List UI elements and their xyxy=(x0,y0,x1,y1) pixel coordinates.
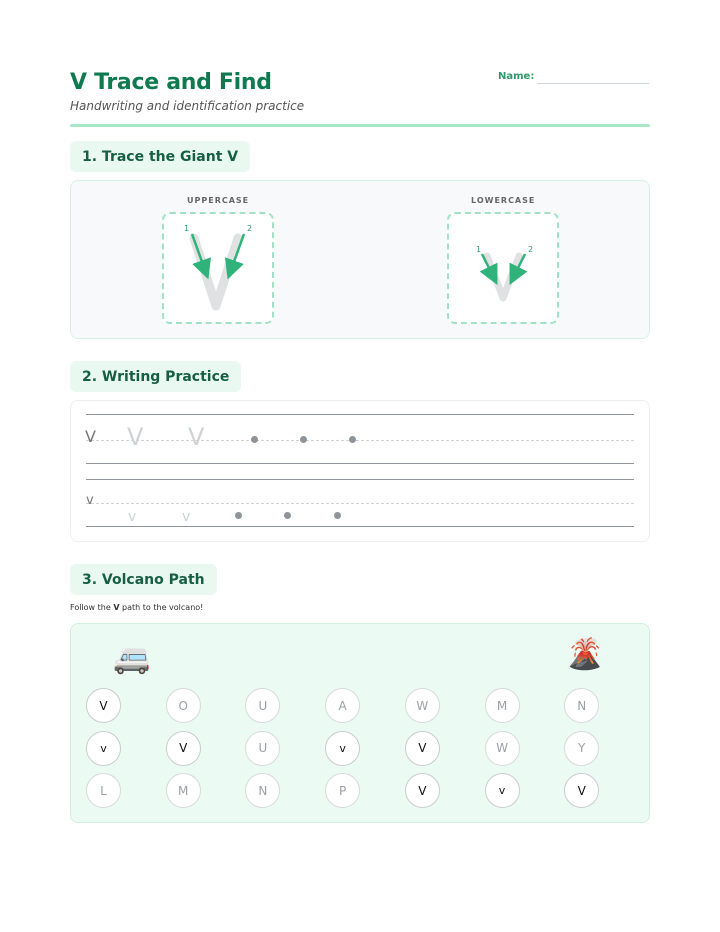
instruction-target-letter: V xyxy=(113,603,120,612)
maze-cell[interactable]: U xyxy=(245,688,280,723)
maze-cell[interactable]: N xyxy=(245,773,280,808)
trace-letter-upper: V xyxy=(188,423,205,451)
start-dot xyxy=(284,512,291,519)
volcano-goal-icon: 🌋 xyxy=(566,637,604,672)
maze-cell[interactable]: N xyxy=(564,688,599,723)
maze-cell[interactable]: W xyxy=(405,688,440,723)
volcano-maze-panel xyxy=(70,623,650,823)
stroke-number-1: 1 xyxy=(476,245,482,254)
maze-cell[interactable]: O xyxy=(166,688,201,723)
writing-mid-line xyxy=(86,440,634,441)
name-label: Name: xyxy=(498,71,535,82)
start-dot xyxy=(300,436,307,443)
writing-panel[interactable] xyxy=(70,400,650,542)
lowercase-label: LOWERCASE xyxy=(471,196,536,205)
writing-top-line xyxy=(86,479,634,480)
maze-cell[interactable]: V xyxy=(166,731,201,766)
stroke-number-1: 1 xyxy=(184,224,190,233)
maze-cell[interactable]: U xyxy=(245,731,280,766)
model-letter-upper: V xyxy=(85,427,96,446)
uppercase-trace-guide xyxy=(164,214,272,322)
maze-cell[interactable]: v xyxy=(485,773,520,808)
worksheet-title: V Trace and Find xyxy=(70,70,272,95)
maze-cell[interactable]: Y xyxy=(564,731,599,766)
writing-mid-line xyxy=(86,503,634,504)
maze-cell[interactable]: V xyxy=(405,773,440,808)
maze-cell[interactable]: L xyxy=(86,773,121,808)
lowercase-ghost-letter xyxy=(487,256,519,298)
name-field-line[interactable] xyxy=(537,83,649,84)
van-start-icon: 🚐 xyxy=(113,641,151,676)
section-writing-title: 2. Writing Practice xyxy=(70,361,241,392)
maze-cell[interactable]: P xyxy=(325,773,360,808)
trace-panel xyxy=(70,180,650,339)
trace-letter-lower: v xyxy=(128,509,137,525)
writing-base-line xyxy=(86,463,634,464)
header-divider xyxy=(70,124,650,127)
maze-cell[interactable]: V xyxy=(405,731,440,766)
lowercase-trace-box[interactable] xyxy=(447,212,559,324)
worksheet-subtitle: Handwriting and identification practice xyxy=(70,99,305,113)
section-trace-title: 1. Trace the Giant V xyxy=(70,141,250,172)
maze-cell[interactable]: v xyxy=(86,731,121,766)
uppercase-ghost-letter xyxy=(194,238,238,306)
start-dot xyxy=(334,512,341,519)
uppercase-trace-box[interactable] xyxy=(162,212,274,324)
writing-top-line xyxy=(86,414,634,415)
maze-cell[interactable]: M xyxy=(485,688,520,723)
maze-cell[interactable]: V xyxy=(564,773,599,808)
maze-cell[interactable]: V xyxy=(86,688,121,723)
start-dot xyxy=(349,436,356,443)
trace-letter-upper: V xyxy=(127,423,144,451)
writing-base-line xyxy=(86,526,634,527)
maze-cell[interactable]: W xyxy=(485,731,520,766)
uppercase-label: UPPERCASE xyxy=(187,196,250,205)
stroke-number-2: 2 xyxy=(247,224,253,233)
lowercase-trace-guide xyxy=(449,214,557,322)
model-letter-lower: v xyxy=(86,493,94,508)
section-volcano-title: 3. Volcano Path xyxy=(70,564,217,595)
start-dot xyxy=(235,512,242,519)
start-dot xyxy=(251,436,258,443)
stroke-number-2: 2 xyxy=(528,245,534,254)
volcano-instruction: Follow the V path to the volcano! xyxy=(70,603,204,612)
maze-cell[interactable]: v xyxy=(325,731,360,766)
maze-cell[interactable]: A xyxy=(325,688,360,723)
trace-letter-lower: v xyxy=(182,509,191,525)
maze-cell[interactable]: M xyxy=(166,773,201,808)
